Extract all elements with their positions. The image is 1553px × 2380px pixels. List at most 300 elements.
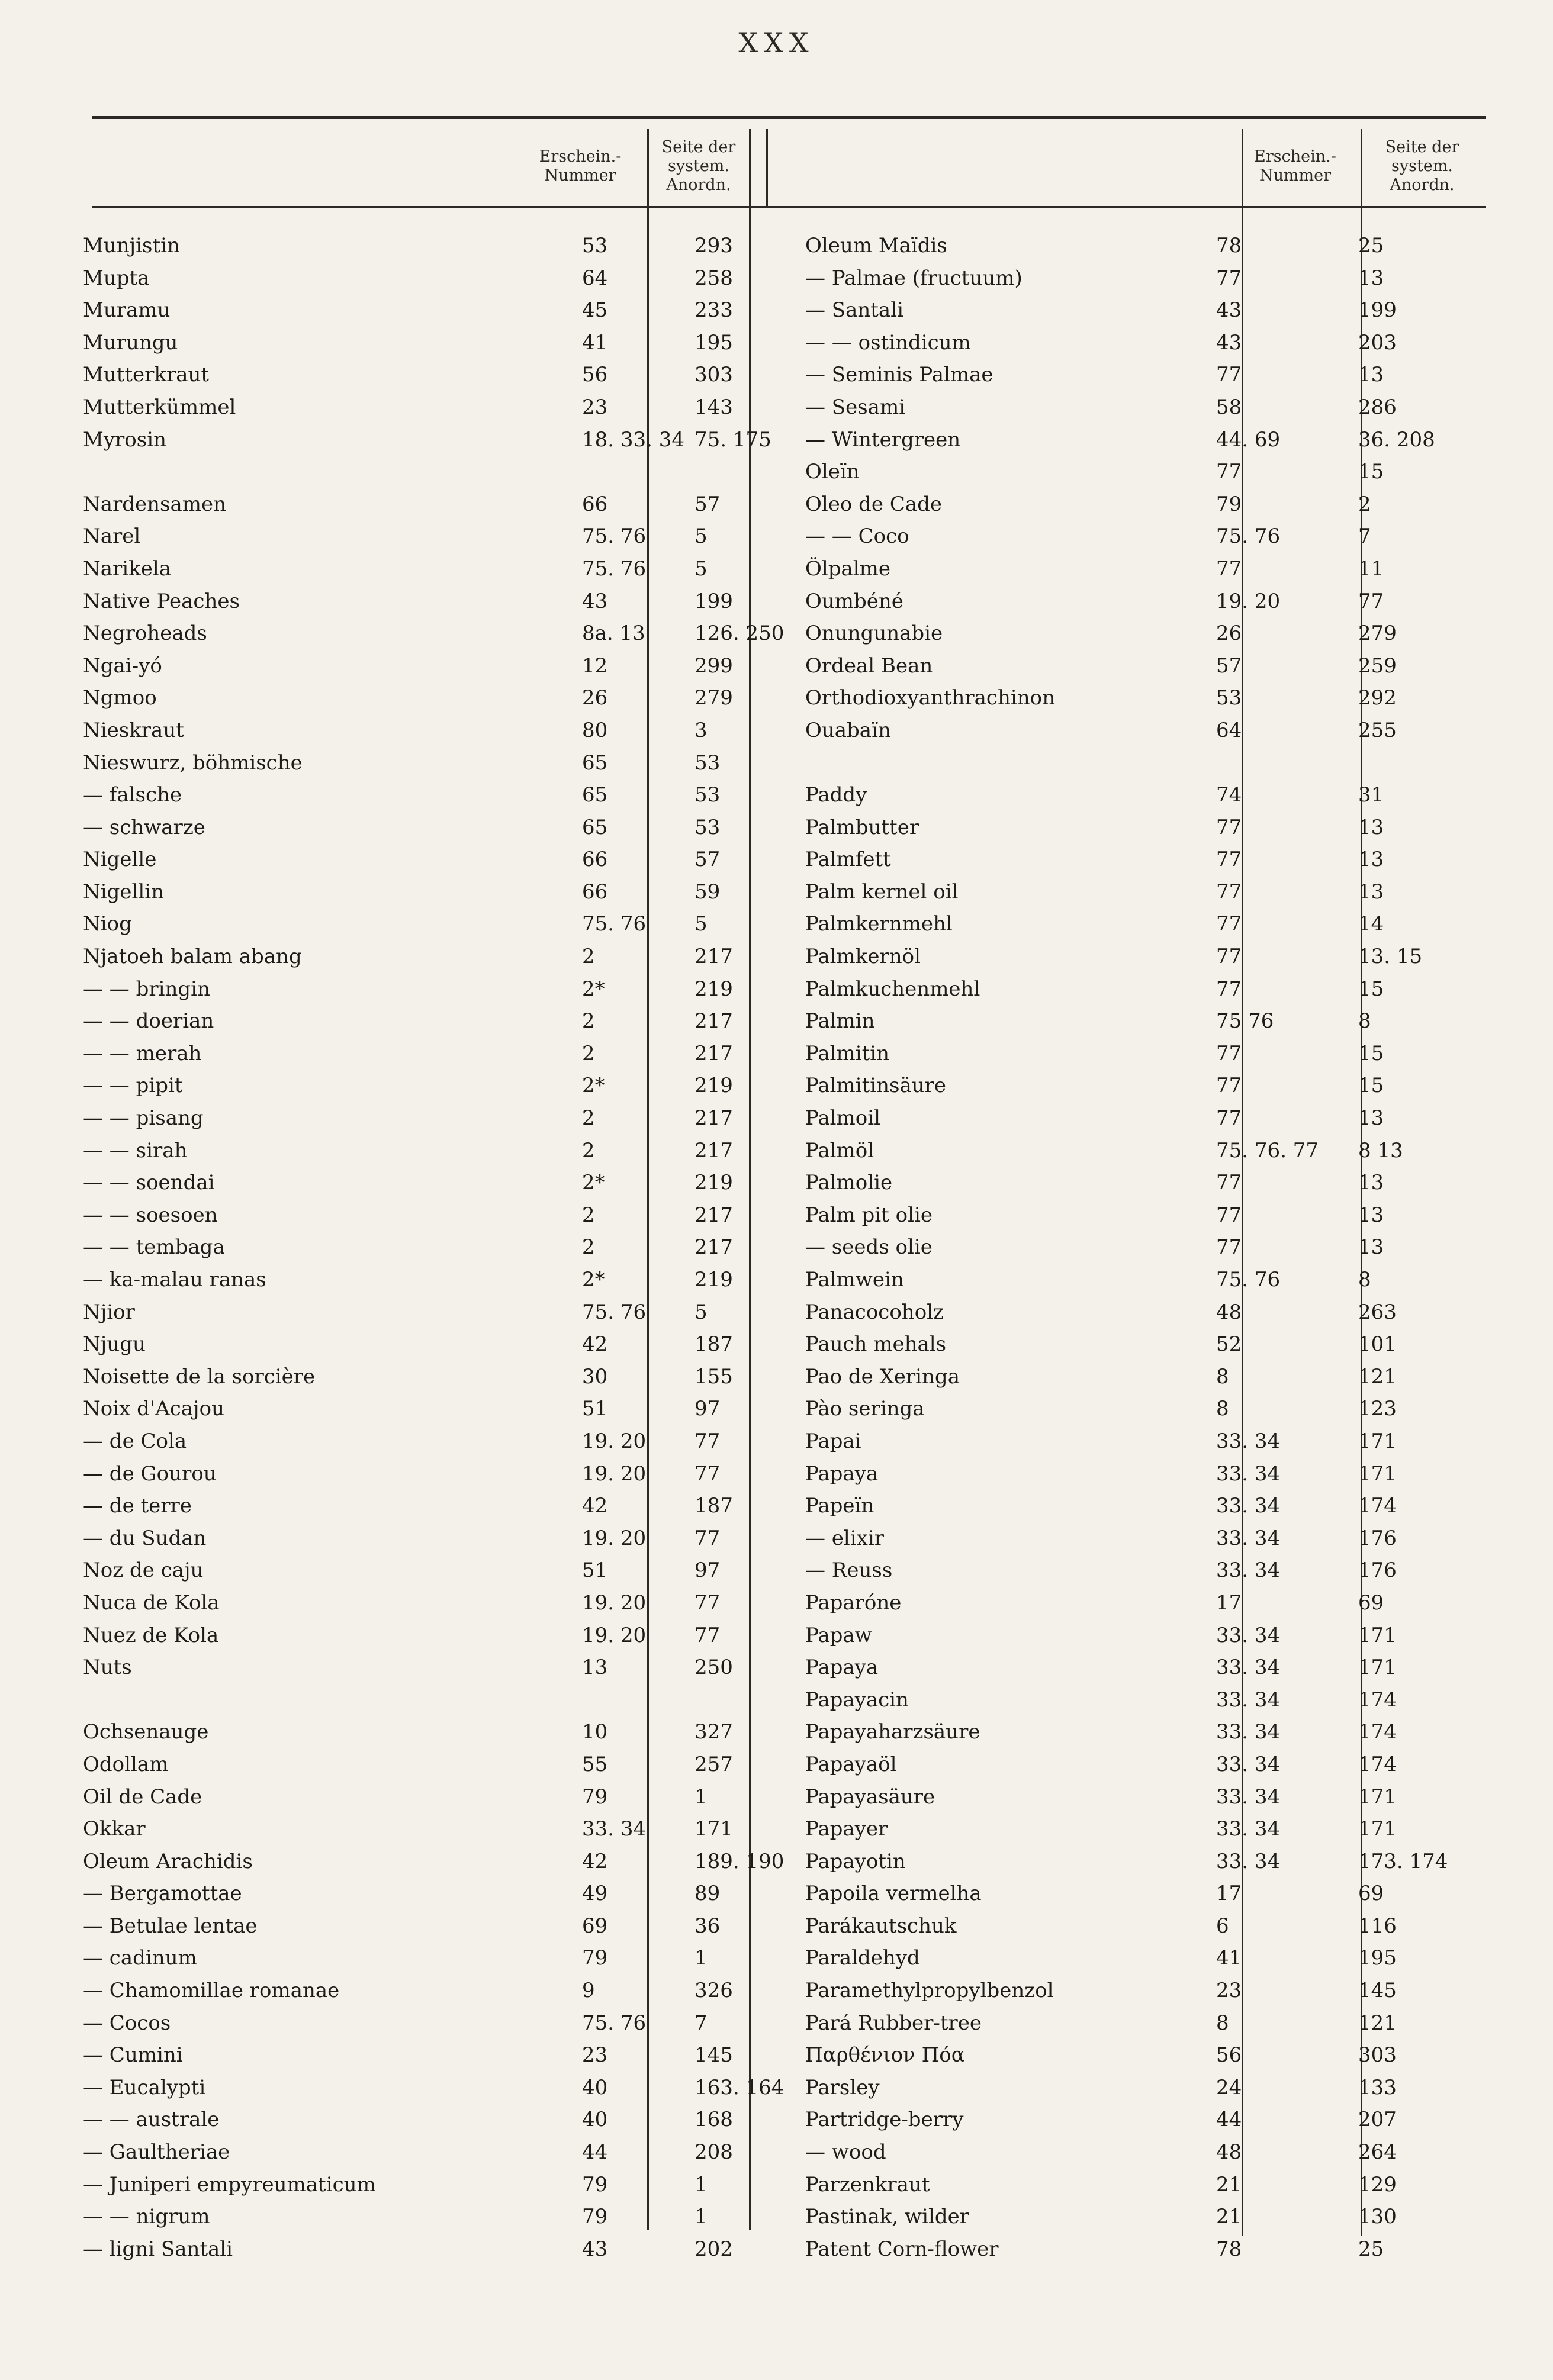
entry-number: 23 <box>582 395 608 419</box>
entry-page: 219 <box>694 1074 733 1098</box>
entry-number: 79 <box>582 1946 608 1970</box>
entry-page: 217 <box>694 1203 733 1227</box>
entry-page: 279 <box>1358 621 1397 646</box>
entry-page: 171 <box>1358 1429 1397 1453</box>
entry-number: 77 <box>1216 945 1242 969</box>
index-row <box>805 876 1545 909</box>
entry-name: — — doerian <box>83 1009 214 1033</box>
entry-page: 217 <box>694 1106 733 1131</box>
entry-page: 53 <box>694 783 721 807</box>
entry-number: 23 <box>582 2043 608 2067</box>
entry-name: Palmfett <box>805 848 891 872</box>
entry-name: Pará Rubber-tree <box>805 2011 982 2035</box>
entry-name: Palmoil <box>805 1106 880 1131</box>
entry-number: 58 <box>1216 395 1242 419</box>
index-row <box>805 973 1545 1006</box>
entry-page: 145 <box>694 2043 733 2067</box>
entry-number: 44 <box>582 2140 608 2165</box>
entry-name: Parzenkraut <box>805 2172 930 2197</box>
entry-number: 2 <box>582 1009 595 1033</box>
index-row <box>805 520 1545 553</box>
entry-name: Nigellin <box>83 880 165 904</box>
entry-name: — — australe <box>83 2108 220 2132</box>
index-row <box>805 1167 1545 1199</box>
entry-number: 77 <box>1216 1041 1242 1065</box>
entry-name: — — nigrum <box>83 2205 210 2229</box>
index-row <box>805 1425 1545 1458</box>
entry-page: 123 <box>1358 1397 1397 1421</box>
entry-name: — — Coco <box>805 524 909 549</box>
entry-number: 45 <box>582 298 608 323</box>
entry-page: 116 <box>1358 1914 1397 1938</box>
entry-number: 55 <box>582 1752 608 1776</box>
entry-number: 43 <box>1216 298 1242 323</box>
entry-number: 77 <box>1216 1074 1242 1098</box>
entry-number: 33. 34 <box>1216 1752 1281 1776</box>
entry-name: Patent Corn-flower <box>805 2237 999 2261</box>
entry-page: 13 <box>1358 1235 1384 1260</box>
entry-name: Palmwein <box>805 1268 904 1292</box>
entry-name: — — soesoen <box>83 1203 218 1227</box>
entry-name: Mutterkümmel <box>83 395 236 419</box>
entry-name: Παρθένιον Πόα <box>805 2043 965 2067</box>
entry-page: 130 <box>1358 2205 1397 2229</box>
index-row <box>805 1231 1545 1264</box>
entry-number: 9 <box>582 1979 595 2003</box>
entry-number: 33. 34 <box>582 1817 647 1841</box>
entry-page: 97 <box>694 1558 721 1583</box>
entry-page: 173. 174 <box>1358 1849 1448 1873</box>
entry-number: 33. 34 <box>1216 1461 1281 1486</box>
entry-page: 15 <box>1358 1074 1384 1098</box>
entry-page: 14 <box>1358 912 1384 936</box>
entry-page: 2 <box>1358 492 1371 516</box>
index-row <box>805 747 1545 780</box>
entry-page: 57 <box>694 848 721 872</box>
entry-page: 219 <box>694 977 733 1001</box>
entry-name: Palm pit olie <box>805 1203 933 1227</box>
entry-number: 78 <box>1216 234 1242 257</box>
entry-name: Pauch mehals <box>805 1332 947 1357</box>
index-row <box>805 391 1545 424</box>
entry-name: Panacocoholz <box>805 1300 944 1324</box>
entry-page: 8 <box>1358 1009 1371 1033</box>
entry-number: 75. 76 <box>1216 524 1281 549</box>
entry-page: 13 <box>1358 815 1384 839</box>
entry-page: 5 <box>694 1300 708 1324</box>
entry-number: 77 <box>1216 880 1242 904</box>
entry-number: 77 <box>1216 460 1242 484</box>
entry-name: Myrosin <box>83 427 166 452</box>
entry-name: Ölpalme <box>805 556 891 581</box>
entry-name: Papaya <box>805 1656 879 1680</box>
index-row <box>805 1296 1545 1329</box>
header-rule <box>92 206 1486 208</box>
entry-name: — de terre <box>83 1494 192 1518</box>
entry-name: Nuca de Kola <box>83 1590 220 1615</box>
entry-number: 51 <box>582 1397 608 1421</box>
entry-number: 19. 20 <box>582 1623 647 1647</box>
entry-page: 69 <box>1358 1882 1384 1906</box>
index-row <box>805 1716 1545 1748</box>
entry-number: 19. 20 <box>582 1590 647 1615</box>
entry-page: 217 <box>694 1138 733 1162</box>
entry-number: 66 <box>582 848 608 872</box>
entry-page: 8 13 <box>1358 1138 1403 1162</box>
entry-name: Murungu <box>83 330 178 355</box>
entry-number: 17 <box>1216 1882 1242 1906</box>
entry-name: Papai <box>805 1429 861 1453</box>
entry-name: — — sirah <box>83 1138 188 1162</box>
index-row <box>805 1199 1545 1232</box>
entry-number: 44. 69 <box>1216 427 1281 452</box>
entry-name: Paraldehyd <box>805 1946 920 1970</box>
left-page-header: Seite der system. Anordn. <box>661 137 736 194</box>
entry-page: 5 <box>694 524 708 549</box>
entry-page: 1 <box>694 1946 708 1970</box>
entry-page: 326 <box>694 1979 733 2003</box>
entry-page: 77 <box>694 1429 721 1453</box>
index-row <box>805 1005 1545 1038</box>
entry-page: 263 <box>1358 1300 1397 1324</box>
entry-name: Njugu <box>83 1332 146 1357</box>
entry-page: 13 <box>1358 1203 1384 1227</box>
entry-page: 208 <box>694 2140 733 2165</box>
index-row <box>805 779 1545 811</box>
entry-page: 219 <box>694 1171 733 1195</box>
entry-number: 19. 20 <box>1216 589 1281 613</box>
entry-page: 126. 250 <box>694 621 784 646</box>
entry-name: Narikela <box>83 556 172 581</box>
entry-number: 52 <box>1216 1332 1242 1357</box>
entry-number: 78 <box>1216 2237 1242 2261</box>
entry-page: 202 <box>694 2237 733 2261</box>
entry-name: Pao de Xeringa <box>805 1364 960 1389</box>
entry-name: Palmkernöl <box>805 945 921 969</box>
entry-name: — — pisang <box>83 1106 204 1131</box>
entry-number: 2* <box>582 1074 605 1098</box>
entry-page: 233 <box>694 298 733 323</box>
entry-number: 12 <box>582 653 608 678</box>
entry-page: 195 <box>1358 1946 1397 1970</box>
entry-name: — Reuss <box>805 1558 893 1583</box>
entry-number: 33. 34 <box>1216 1623 1281 1647</box>
entry-page: 171 <box>1358 1817 1397 1841</box>
index-row <box>805 908 1545 941</box>
entry-page: 217 <box>694 1009 733 1033</box>
entry-name: Noix d'Acajou <box>83 1397 224 1421</box>
entry-name: Papaw <box>805 1623 872 1647</box>
index-row <box>805 1813 1545 1846</box>
index-row <box>805 1458 1545 1490</box>
entry-page: 11 <box>1358 556 1384 581</box>
entry-name: Ngai-yó <box>83 653 162 678</box>
entry-name: Papayasäure <box>805 1785 935 1809</box>
entry-number: 13 <box>582 1656 608 1680</box>
entry-name: Onungunabie <box>805 621 943 646</box>
entry-number: 42 <box>582 1849 608 1873</box>
entry-number: 42 <box>582 1332 608 1357</box>
entry-page: 13. 15 <box>1358 945 1423 969</box>
entry-number: 77 <box>1216 1171 1242 1195</box>
entry-page: 171 <box>1358 1656 1397 1680</box>
entry-page: 255 <box>1358 718 1397 742</box>
index-row <box>805 1490 1545 1522</box>
entry-number: 19. 20 <box>582 1429 647 1453</box>
entry-name: — schwarze <box>83 815 205 839</box>
entry-number: 8 <box>1216 1397 1229 1421</box>
entry-number: 75. 76 <box>582 1300 647 1324</box>
entry-number: 77 <box>1216 1203 1242 1227</box>
entry-number: 75. 76. 77 <box>1216 1138 1319 1162</box>
entry-name: — de Gourou <box>83 1461 217 1486</box>
entry-number: 2 <box>582 1138 595 1162</box>
entry-page: 129 <box>1358 2172 1397 2197</box>
entry-page: 292 <box>1358 686 1397 710</box>
entry-number: 77 <box>1216 848 1242 872</box>
entry-page: 171 <box>694 1817 733 1841</box>
entry-number: 66 <box>582 880 608 904</box>
entry-name: — Chamomillae romanae <box>83 1979 340 2003</box>
entry-page: 250 <box>694 1656 733 1680</box>
entry-page: 53 <box>694 751 721 775</box>
entry-page: 303 <box>694 363 733 387</box>
entry-number: 19. 20 <box>582 1526 647 1550</box>
entry-page: 25 <box>1358 234 1384 257</box>
entry-page: 13 <box>1358 1171 1384 1195</box>
index-row <box>805 553 1545 585</box>
index-row <box>805 488 1545 521</box>
entry-name: Oleum Arachidis <box>83 1849 253 1873</box>
entry-name: Noz de caju <box>83 1558 204 1583</box>
center-divider <box>766 129 768 206</box>
entry-name: — ligni Santali <box>83 2237 233 2261</box>
entry-page: 3 <box>694 718 708 742</box>
index-row <box>805 1135 1545 1167</box>
entry-name: Okkar <box>83 1817 146 1841</box>
entry-page: 1 <box>694 2172 708 2197</box>
entry-number: 33. 34 <box>1216 1526 1281 1550</box>
entry-number: 48 <box>1216 1300 1242 1324</box>
entry-number: 77 <box>1216 912 1242 936</box>
entry-number: 26 <box>1216 621 1242 646</box>
entry-page: 25 <box>1358 2237 1384 2261</box>
entry-number: 8a. 13 <box>582 621 645 646</box>
index-row <box>805 262 1545 295</box>
entry-number: 75. 76 <box>582 2011 647 2035</box>
index-row <box>805 1619 1545 1652</box>
entry-page: 7 <box>1358 524 1371 549</box>
entry-number: 21 <box>1216 2172 1242 2197</box>
entry-number: 33. 34 <box>1216 1558 1281 1583</box>
entry-number: 56 <box>1216 2043 1242 2067</box>
entry-number: 75. 76 <box>1216 1268 1281 1292</box>
entry-number: 75 76 <box>1216 1009 1274 1033</box>
entry-name: — — pipit <box>83 1074 183 1098</box>
entry-name: — Wintergreen <box>805 427 961 452</box>
entry-name: Niog <box>83 912 132 936</box>
entry-page: 168 <box>694 2108 733 2132</box>
index-row <box>805 1975 1545 2007</box>
entry-name: — cadinum <box>83 1946 197 1970</box>
entry-name: — Cocos <box>83 2011 171 2035</box>
entry-number: 77 <box>1216 363 1242 387</box>
entry-number: 79 <box>582 1785 608 1809</box>
entry-name: — — ostindicum <box>805 330 971 355</box>
entry-number: 44 <box>1216 2108 1242 2132</box>
index-row <box>805 1328 1545 1361</box>
entry-number: 23 <box>1216 1979 1242 2003</box>
entry-name: — falsche <box>83 783 182 807</box>
index-row <box>805 2136 1545 2169</box>
index-row <box>805 2007 1545 2040</box>
index-row <box>805 843 1545 876</box>
entry-page: 1 <box>694 1785 708 1809</box>
entry-number: 8 <box>1216 2011 1229 2035</box>
entry-name: — de Cola <box>83 1429 187 1453</box>
index-row <box>805 1361 1545 1393</box>
entry-page: 174 <box>1358 1687 1397 1712</box>
entry-number: 33. 34 <box>1216 1785 1281 1809</box>
entry-number: 10 <box>582 1720 608 1744</box>
index-row <box>805 1393 1545 1425</box>
entry-page: 189. 190 <box>694 1849 784 1873</box>
entry-name: Mutterkraut <box>83 363 210 387</box>
entry-name: — — tembaga <box>83 1235 225 1260</box>
entry-page: 13 <box>1358 266 1384 290</box>
entry-page: 133 <box>1358 2075 1397 2099</box>
entry-name: Palmin <box>805 1009 875 1033</box>
entry-number: 49 <box>582 1882 608 1906</box>
entry-page: 293 <box>694 234 733 257</box>
entry-number: 57 <box>1216 653 1242 678</box>
entry-number: 8 <box>1216 1364 1229 1389</box>
entry-name: Palmitin <box>805 1041 890 1065</box>
index-row <box>805 1910 1545 1943</box>
entry-number: 2 <box>582 1106 595 1131</box>
entry-name: — Santali <box>805 298 903 323</box>
entry-name: Papeïn <box>805 1494 874 1518</box>
entry-name: Pastinak, wilder <box>805 2205 969 2229</box>
entry-name: — — soendai <box>83 1171 215 1195</box>
index-row <box>805 1781 1545 1814</box>
entry-name: Papayotin <box>805 1849 906 1873</box>
entry-name: Oleïn <box>805 460 860 484</box>
entry-page: 217 <box>694 1041 733 1065</box>
entry-number: 64 <box>582 266 608 290</box>
entry-number: 65 <box>582 783 608 807</box>
entry-name: — ka-malau ranas <box>83 1268 266 1292</box>
entry-page: 171 <box>1358 1785 1397 1809</box>
entry-number: 74 <box>1216 783 1242 807</box>
entry-name: Njior <box>83 1300 135 1324</box>
right-number-header: Erschein.- Nummer <box>1254 147 1336 185</box>
entry-page: 13 <box>1358 1106 1384 1131</box>
entry-number: 26 <box>582 686 608 710</box>
entry-name: Papaya <box>805 1461 879 1486</box>
index-row <box>805 1264 1545 1296</box>
entry-page: 264 <box>1358 2140 1397 2165</box>
entry-page: 53 <box>694 815 721 839</box>
entry-page: 286 <box>1358 395 1397 419</box>
entry-name: Palmbutter <box>805 815 919 839</box>
entry-page: 303 <box>1358 2043 1397 2067</box>
entry-name: Nuez de Kola <box>83 1623 219 1647</box>
entry-number: 33. 34 <box>1216 1656 1281 1680</box>
index-row <box>805 1684 1545 1716</box>
entry-number: 18. 33. 34 <box>582 427 685 452</box>
entry-name: Papayaöl <box>805 1752 897 1776</box>
entry-name: Noisette de la sorcière <box>83 1364 316 1389</box>
entry-page: 15 <box>1358 1041 1384 1065</box>
entry-number: 64 <box>1216 718 1242 742</box>
index-row <box>805 1846 1545 1878</box>
index-row <box>805 456 1545 488</box>
entry-number: 33. 34 <box>1216 1429 1281 1453</box>
entry-number: 40 <box>582 2108 608 2132</box>
entry-page: 13 <box>1358 363 1384 387</box>
entry-name: Nardensamen <box>83 492 227 516</box>
entry-number: 2 <box>582 945 595 969</box>
entry-number: 65 <box>582 815 608 839</box>
entry-name: Narel <box>83 524 141 549</box>
index-row <box>805 2169 1545 2201</box>
entry-page: 145 <box>1358 1979 1397 2003</box>
entry-page: 101 <box>1358 1332 1397 1357</box>
index-row <box>805 1587 1545 1619</box>
right-index-column <box>805 230 1545 2265</box>
entry-name: Palm kernel oil <box>805 880 959 904</box>
entry-page: 31 <box>1358 783 1384 807</box>
entry-number: 33. 34 <box>1216 1849 1281 1873</box>
entry-page: 279 <box>694 686 733 710</box>
entry-name: Oumbéné <box>805 589 903 613</box>
entry-number: 30 <box>582 1364 608 1389</box>
index-row <box>805 682 1545 714</box>
entry-name: — Betulae lentae <box>83 1914 258 1938</box>
entry-page: 77 <box>694 1623 721 1647</box>
entry-name: Orthodioxyanthrachinon <box>805 686 1055 710</box>
entry-page: 195 <box>694 330 733 355</box>
entry-number: 77 <box>1216 977 1242 1001</box>
entry-number: 43 <box>582 589 608 613</box>
entry-number: 53 <box>582 234 608 257</box>
entry-page: 199 <box>694 589 733 613</box>
entry-page: 69 <box>1358 1590 1384 1615</box>
entry-number: 2 <box>582 1041 595 1065</box>
entry-name: — Seminis Palmae <box>805 363 993 387</box>
entry-page: 207 <box>1358 2108 1397 2132</box>
entry-page: 77 <box>1358 589 1384 613</box>
entry-name: Papayacin <box>805 1687 909 1712</box>
index-row <box>805 294 1545 327</box>
top-rule <box>92 116 1486 119</box>
index-row <box>805 359 1545 391</box>
entry-number: 77 <box>1216 556 1242 581</box>
entry-page: 327 <box>694 1720 733 1744</box>
entry-number: 41 <box>582 330 608 355</box>
entry-number: 42 <box>582 1494 608 1518</box>
index-row <box>805 1651 1545 1684</box>
entry-name: Muramu <box>83 298 171 323</box>
index-row <box>805 1942 1545 1975</box>
entry-page: 187 <box>694 1494 733 1518</box>
entry-name: Oil de Cade <box>83 1785 202 1809</box>
entry-name: Paddy <box>805 783 867 807</box>
entry-page: 121 <box>1358 2011 1397 2035</box>
entry-name: Parsley <box>805 2075 880 2099</box>
entry-number: 77 <box>1216 266 1242 290</box>
